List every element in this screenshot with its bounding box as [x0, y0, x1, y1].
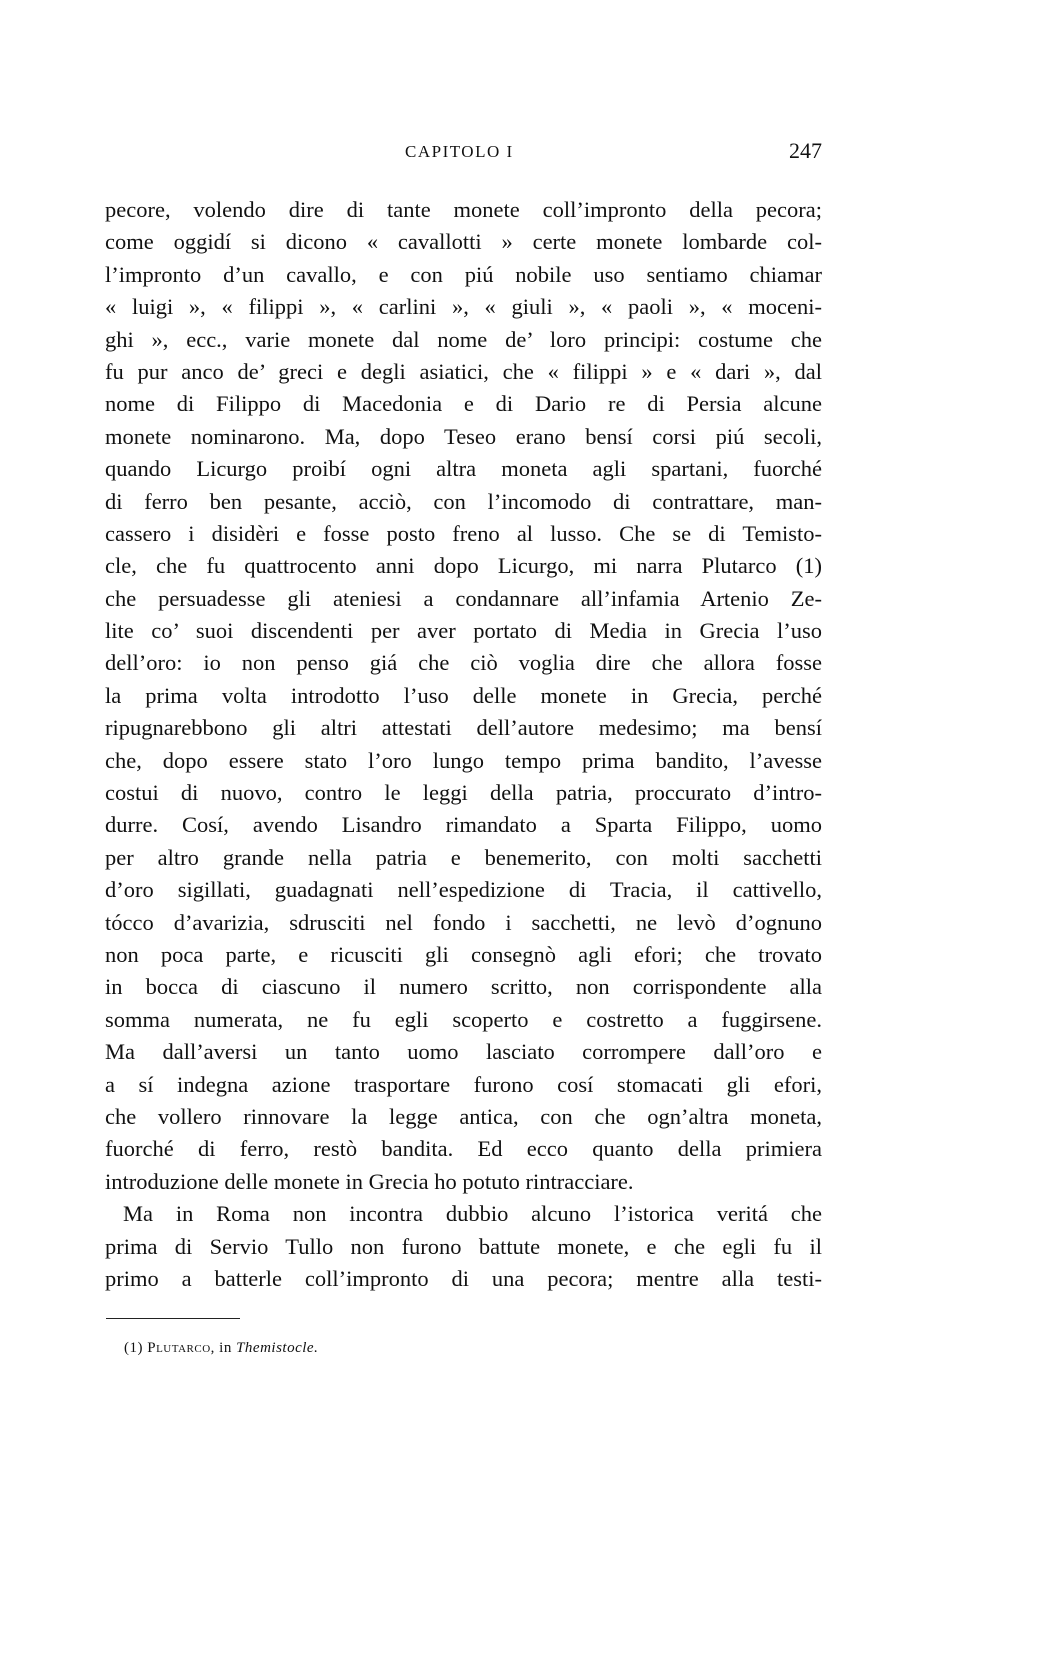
- text-line: Ma dall’aversi un tanto uomo lasciato corrompere dall’oro e: [105, 1039, 822, 1065]
- text-line: prima di Servio Tullo non furono battute monete, e che egli fu il: [105, 1233, 822, 1259]
- text-line: « luigi », « filippi », « carlini », « giuli », « paoli », « moceni-: [105, 294, 822, 320]
- text-line: dell’oro: io non penso giá che ciò voglia dire che allora fosse: [105, 650, 822, 676]
- text-line: tócco d’avarizia, sdrusciti nel fondo i sacchetti, ne levò d’ognuno: [105, 909, 822, 935]
- paragraph-first-line: Ma in Roma non incontra dubbio alcuno l’istorica veritá che: [123, 1201, 822, 1227]
- text-line: fu pur anco de’ greci e degli asiatici, che « filippi » e « dari », dal: [105, 358, 822, 384]
- text-line: che, dopo essere stato l’oro lungo tempo prima bandito, l’avesse: [105, 747, 822, 773]
- text-line: non poca parte, e ricusciti gli consegnò agli efori; che trovato: [105, 941, 822, 967]
- text-line: primo a batterle coll’impronto di una pecora; mentre alla testi-: [105, 1265, 822, 1291]
- footnote-marker: (1): [124, 1340, 143, 1356]
- text-line: come oggidí si dicono « cavallotti » certe monete lombarde col-: [105, 229, 822, 255]
- text-line: durre. Cosí, avendo Lisandro rimandato a Sparta Filippo, uomo: [105, 812, 822, 838]
- text-line: fuorché di ferro, restò bandita. Ed ecco quanto della primiera: [105, 1136, 822, 1162]
- footnote: [124, 1340, 318, 1357]
- text-line: lite co’ suoi discendenti per aver portato di Media in Grecia l’uso: [105, 618, 822, 644]
- running-head: [105, 138, 822, 168]
- text-line: di ferro ben pesante, acciò, con l’incomodo di contrattare, man-: [105, 488, 822, 514]
- text-line: ghi », ecc., varie monete dal nome de’ loro principi: costume che: [105, 326, 822, 352]
- footnote-work: Themistocle.: [236, 1340, 319, 1356]
- text-line: nome di Filippo di Macedonia e di Dario re di Persia alcune: [105, 391, 822, 417]
- footnote-author: Plutarco: [147, 1340, 211, 1356]
- text-line: in bocca di ciascuno il numero scritto, non corrispondente alla: [105, 974, 822, 1000]
- footnote-connector: , in: [210, 1340, 237, 1356]
- text-line: costui di nuovo, contro le leggi della patria, proccurato d’intro-: [105, 780, 822, 806]
- footnote-divider: [106, 1318, 240, 1319]
- text-line: quando Licurgo proibí ogni altra moneta agli spartani, fuorché: [105, 456, 822, 482]
- text-line: per altro grande nella patria e benemerito, con molti sacchetti: [105, 844, 822, 870]
- text-line: ripugnarebbono gli altri attestati dell’autore medesimo; ma bensí: [105, 715, 822, 741]
- text-line: somma numerata, ne fu egli scoperto e costretto a fuggirsene.: [105, 1006, 822, 1032]
- text-line: l’impronto d’un cavallo, e con piú nobile uso sentiamo chiamar: [105, 261, 822, 287]
- text-line: pecore, volendo dire di tante monete coll’impronto della pecora;: [105, 197, 822, 222]
- text-line: cle, che fu quattrocento anni dopo Licurgo, mi narra Plutarco (1): [105, 553, 822, 579]
- body-text: [105, 194, 822, 1295]
- text-line: la prima volta introdotto l’uso delle monete in Grecia, perché: [105, 682, 822, 708]
- text-line: a sí indegna azione trasportare furono cosí stomacati gli efori,: [105, 1071, 822, 1097]
- text-line: cassero i disidèri e fosse posto freno al lusso. Che se di Temisto-: [105, 520, 822, 546]
- text-line: monete nominarono. Ma, dopo Teseo erano bensí corsi piú secoli,: [105, 423, 822, 449]
- chapter-title: CAPITOLO I: [405, 142, 514, 161]
- text-line: che vollero rinnovare la legge antica, con che ogn’altra moneta,: [105, 1103, 822, 1129]
- text-line: introduzione delle monete in Grecia ho potuto rintracciare.: [105, 1168, 634, 1194]
- page-number: 247: [789, 138, 822, 163]
- text-line: che persuadesse gli ateniesi a condannare all’infamia Artenio Ze-: [105, 585, 822, 611]
- text-line: d’oro sigillati, guadagnati nell’espedizione di Tracia, il cattivello,: [105, 877, 822, 903]
